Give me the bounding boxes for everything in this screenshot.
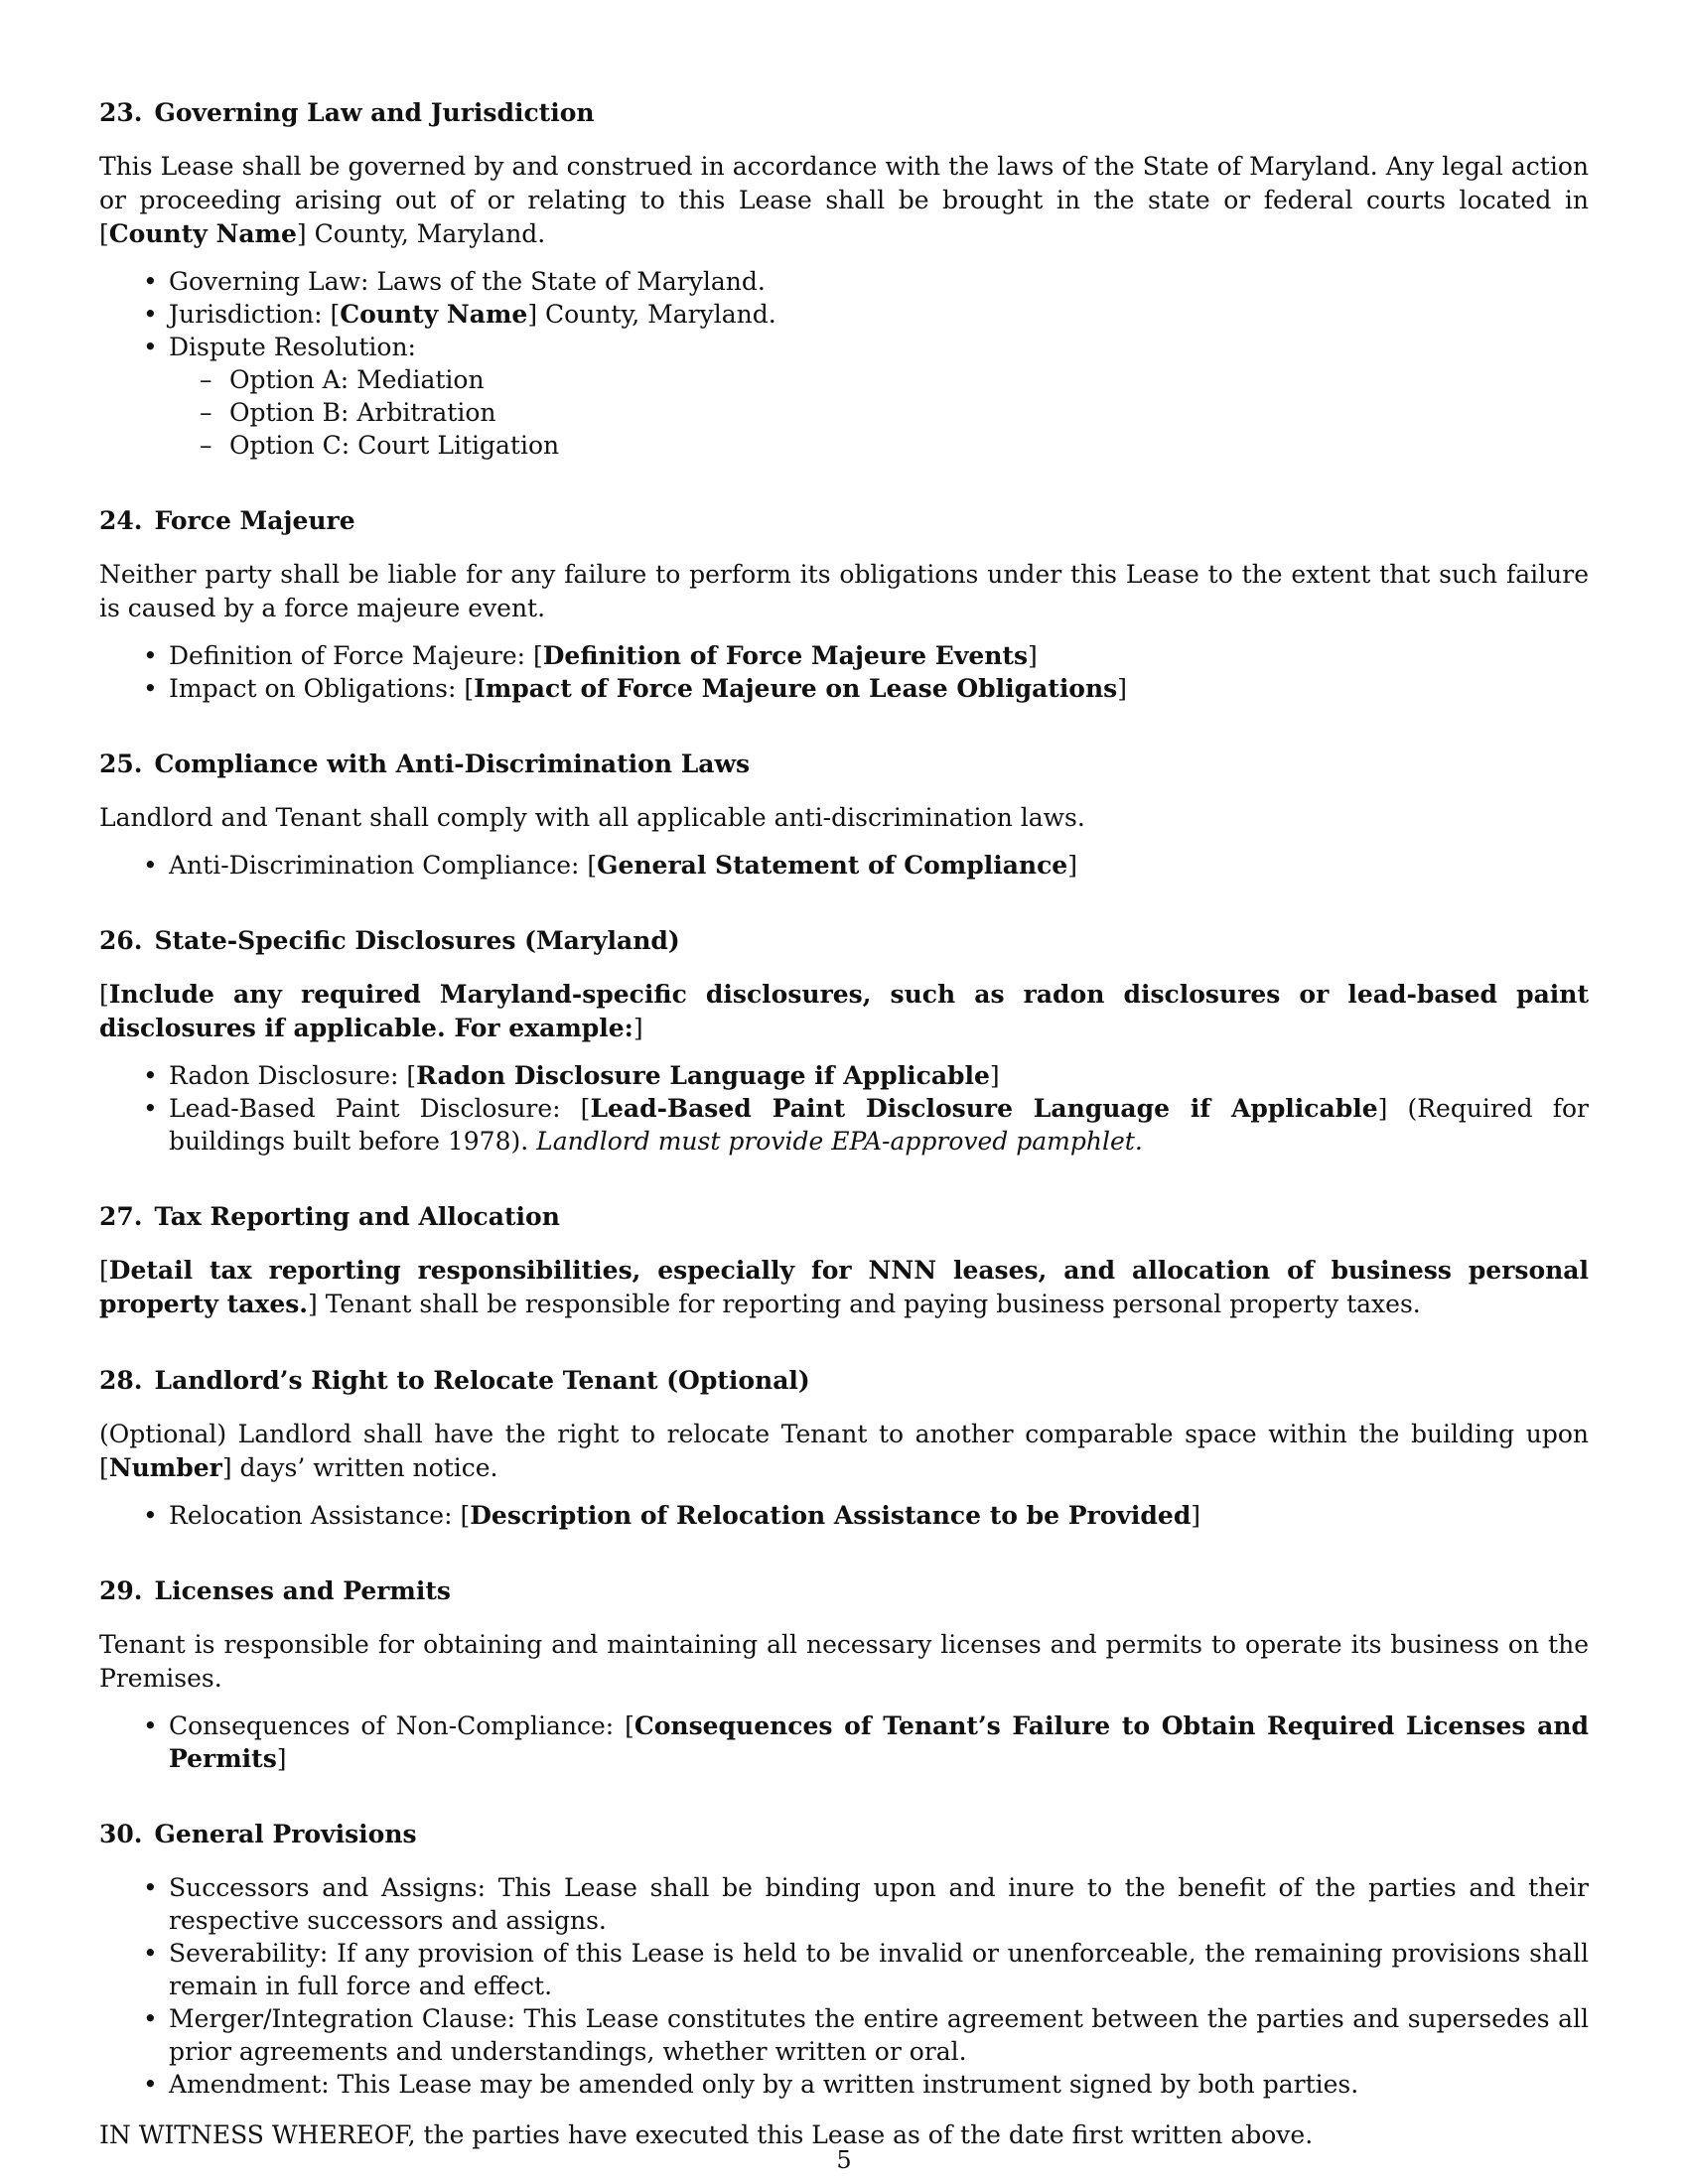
paragraph: [Include any required Maryland-specific disclosures, such as radon disclosures or lead-based paint disclosures if applicable. For example:] xyxy=(99,980,1589,1042)
paragraph: [Detail tax reporting responsibilities, especially for NNN leases, and allocation of business personal property taxes.] Tenant shall be responsible for reporting and paying business personal property taxes. xyxy=(99,1256,1589,1318)
list-item: • Definition of Force Majeure: [Definition of Force Majeure Events] xyxy=(169,639,1589,672)
list-item: • Anti-Discrimination Compliance: [General Statement of Compliance] xyxy=(169,849,1589,882)
section-tax-reporting xyxy=(99,1201,1589,1321)
list-item: • Jurisdiction: [County Name] County, Maryland. xyxy=(169,298,1589,331)
bullet-list xyxy=(99,849,1589,882)
list-item: • Impact on Obligations: [Impact of Force Majeure on Lease Obligations] xyxy=(169,672,1589,705)
section-heading: 25. Compliance with Anti-Discrimination Laws xyxy=(99,750,751,778)
paragraph: (Optional) Landlord shall have the right to relocate Tenant to another comparable space within the building upon [Number] days’ written notice. xyxy=(99,1420,1589,1482)
section-heading: 27. Tax Reporting and Allocation xyxy=(99,1202,560,1231)
section-anti-discrimination xyxy=(99,749,1589,882)
section-governing-law xyxy=(99,97,1589,462)
list-item: • Successors and Assigns: This Lease shall be binding upon and inure to the benefit of the parties and their respective successors and assigns. xyxy=(169,1871,1589,1937)
section-force-majeure xyxy=(99,505,1589,705)
list-item: • Relocation Assistance: [Description of Relocation Assistance to be Provided] xyxy=(169,1499,1589,1532)
page-number: 5 xyxy=(836,2146,852,2174)
list-item: • Lead-Based Paint Disclosure: [Lead-Based Paint Disclosure Language if Applicable] (Required for buildings built before 1978). Landlord must provide EPA-approved pamphlet. xyxy=(169,1092,1589,1158)
bullet-list xyxy=(99,1499,1589,1532)
list-item: • Dispute Resolution: – Option A: Mediation – Option B: Arbitration – Option C: Court Litigation xyxy=(169,331,1589,462)
bullet-list xyxy=(99,639,1589,705)
bullet-list xyxy=(99,265,1589,462)
section-general-provisions xyxy=(99,1819,1589,2152)
paragraph: Landlord and Tenant shall comply with all applicable anti-discrimination laws. xyxy=(99,803,1085,832)
bullet-list xyxy=(99,1059,1589,1158)
section-state-disclosures xyxy=(99,925,1589,1158)
sub-list-item: – Option A: Mediation xyxy=(229,363,1589,396)
paragraph: This Lease shall be governed by and construed in accordance with the laws of the State of Maryland. Any legal action or proceeding arising out of or relating to this Lease shall be brought in the state or federal courts located in [County Name] County, Maryland. xyxy=(99,152,1589,248)
section-heading: 30. General Provisions xyxy=(99,1820,417,1848)
bullet-list xyxy=(99,1709,1589,1775)
section-heading: 23. Governing Law and Jurisdiction xyxy=(99,98,595,127)
list-item: • Severability: If any provision of this Lease is held to be invalid or unenforceable, the remaining provisions shall remain in full force and effect. xyxy=(169,1937,1589,2002)
witness-statement: IN WITNESS WHEREOF, the parties have executed this Lease as of the date first written above. xyxy=(99,2120,1314,2149)
list-item: • Merger/Integration Clause: This Lease constitutes the entire agreement between the parties and supersedes all prior agreements and understandings, whether written or oral. xyxy=(169,2002,1589,2068)
paragraph: Tenant is responsible for obtaining and maintaining all necessary licenses and permits to operate its business on the Premises. xyxy=(99,1630,1589,1693)
section-heading: 24. Force Majeure xyxy=(99,506,355,535)
section-heading: 29. Licenses and Permits xyxy=(99,1576,451,1605)
sub-list-item: – Option C: Court Litigation xyxy=(229,429,1589,462)
sub-list-item: – Option B: Arbitration xyxy=(229,396,1589,429)
section-heading: 26. State-Specific Disclosures (Maryland) xyxy=(99,926,680,955)
section-relocate-tenant xyxy=(99,1365,1589,1532)
list-item: • Governing Law: Laws of the State of Maryland. xyxy=(169,265,1589,298)
document-page xyxy=(99,97,1589,2152)
list-item: • Radon Disclosure: [Radon Disclosure Language if Applicable] xyxy=(169,1059,1589,1092)
section-licenses-permits xyxy=(99,1575,1589,1775)
list-item: • Consequences of Non-Compliance: [Consequences of Tenant’s Failure to Obtain Required Licenses and Permits] xyxy=(169,1709,1589,1775)
sub-list xyxy=(169,363,1589,462)
section-heading: 28. Landlord’s Right to Relocate Tenant (Optional) xyxy=(99,1366,810,1395)
bullet-list xyxy=(99,1871,1589,2101)
paragraph: Neither party shall be liable for any failure to perform its obligations under this Lease to the extent that such failure is caused by a force majeure event. xyxy=(99,560,1589,622)
list-item: • Amendment: This Lease may be amended only by a written instrument signed by both parties. xyxy=(169,2068,1589,2101)
